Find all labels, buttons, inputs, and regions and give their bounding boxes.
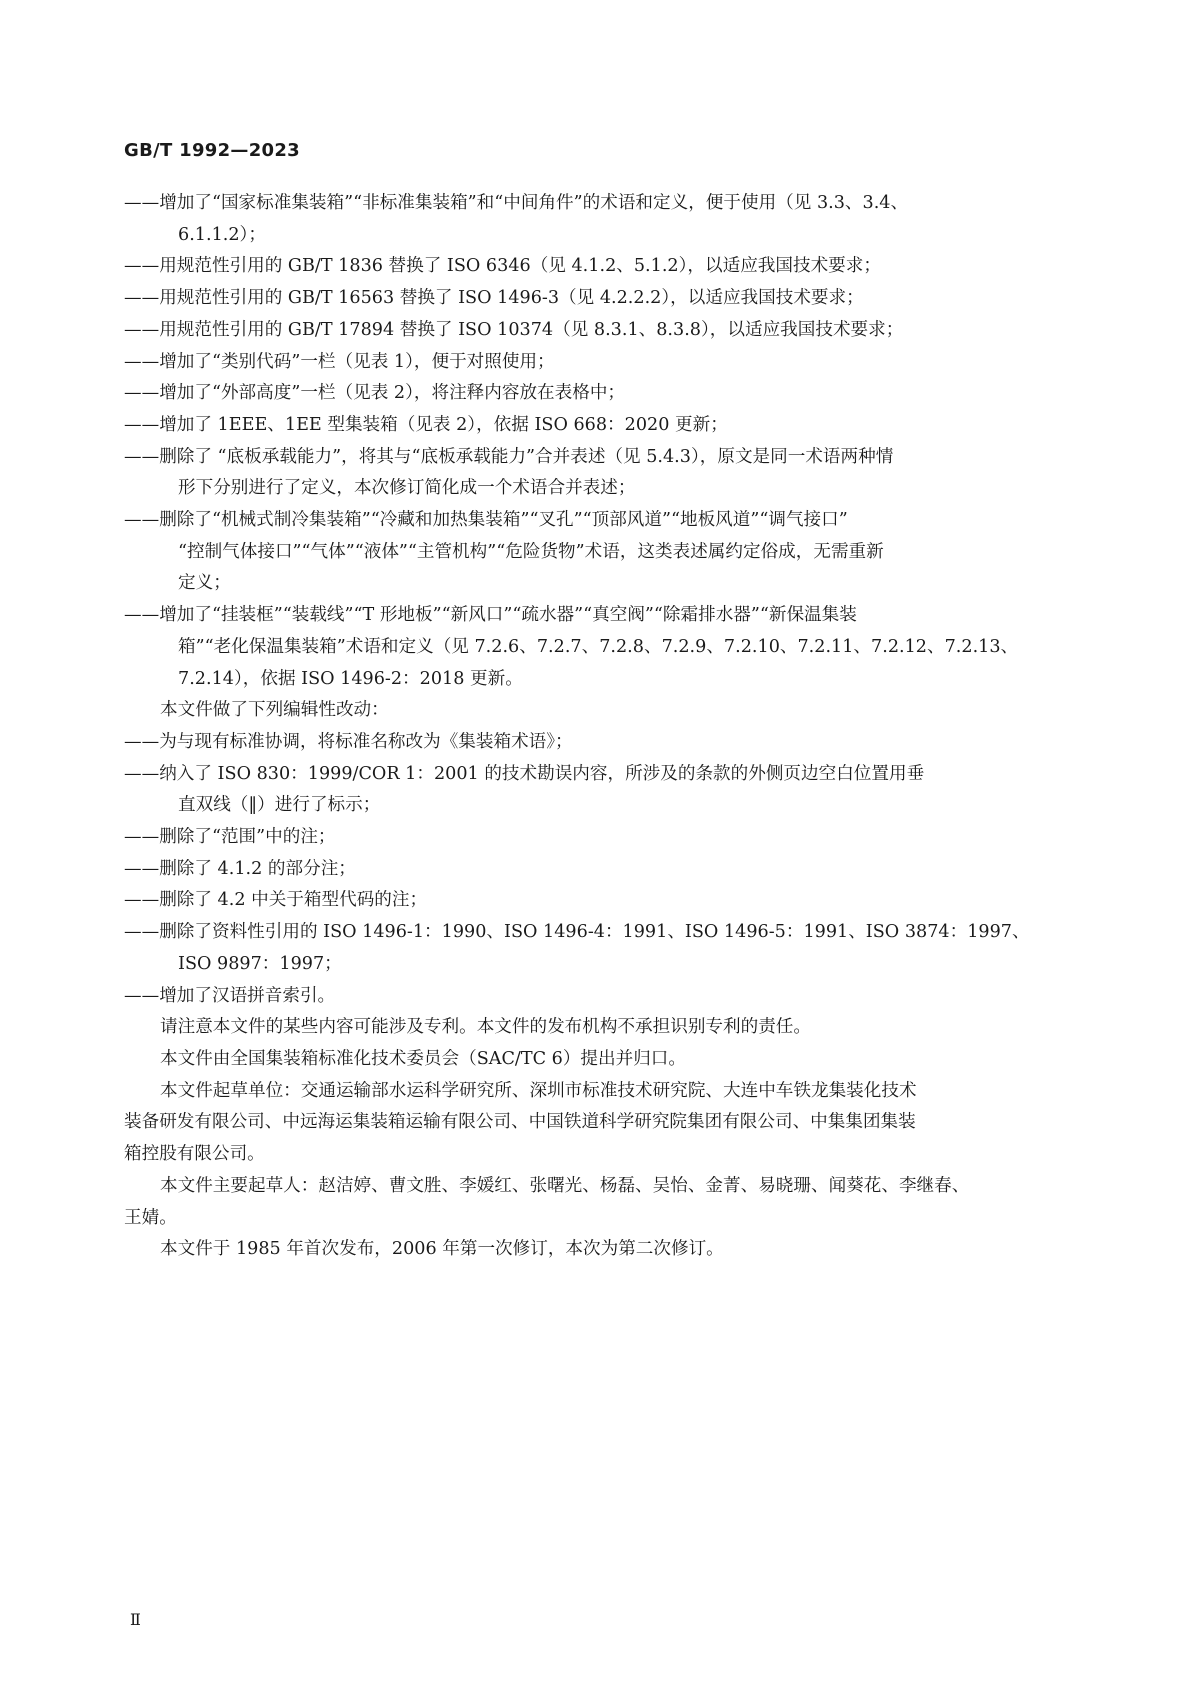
body-line: 定义； — [178, 573, 231, 594]
body-line: ——增加了“挂装框”“装载线”“T 形地板”“新风口”“疏水器”“真空阀”“除霜排水器”“新保温集装 — [124, 605, 857, 626]
body-line: 装备研发有限公司、中远海运集装箱运输有限公司、中国铁道科学研究院集团有限公司、中集集团集装 — [124, 1112, 916, 1133]
page-number: Ⅱ — [130, 1610, 141, 1629]
body-line: 本文件起草单位：交通运输部水运科学研究所、深圳市标准技术研究院、大连中车铁龙集装化技术 — [160, 1080, 917, 1101]
body-line: ——增加了“类别代码”一栏（见表 1），便于对照使用； — [124, 351, 555, 372]
body-line: 王婧。 — [124, 1207, 177, 1228]
body-line: ——增加了“国家标准集装箱”“非标准集装箱”和“中间角件”的术语和定义，便于使用（见 3.3、3.4、 — [124, 193, 909, 213]
body-line: 7.2.14），依据 ISO 1496-2：2018 更新。 — [178, 668, 523, 689]
body-line: “控制气体接口”“气体”“液体”“主管机构”“危险货物”术语，这类表述属约定俗成，无需重新 — [178, 541, 884, 562]
body-line: 请注意本文件的某些内容可能涉及专利。本文件的发布机构不承担识别专利的责任。 — [160, 1017, 811, 1038]
body-line: ——为与现有标准协调，将标准名称改为《集装箱术语》； — [124, 731, 573, 752]
standard-number: GB/T 1992—2023 — [124, 140, 301, 161]
body-line: ——删除了 4.2 中关于箱型代码的注； — [124, 890, 428, 911]
body-line: ——增加了 1EEE、1EE 型集装箱（见表 2），依据 ISO 668：2020 更新； — [124, 414, 728, 435]
body-line: ——删除了 4.1.2 的部分注； — [124, 858, 356, 879]
body-line: ——用规范性引用的 GB/T 1836 替换了 ISO 6346（见 4.1.2、5.1.2），以适应我国技术要求； — [124, 256, 881, 277]
body-line: 箱控股有限公司。 — [124, 1144, 265, 1165]
body-line: ——增加了汉语拼音索引。 — [124, 985, 336, 1006]
body-line: 本文件做了下列编辑性改动： — [160, 700, 389, 721]
body-line: 箱”“老化保温集装箱”术语和定义（见 7.2.6、7.2.7、7.2.8、7.2.9、7.2.10、7.2.11、7.2.12、7.2.13、 — [178, 636, 1019, 657]
document-body — [124, 188, 1069, 1266]
body-line: 本文件于 1985 年首次发布，2006 年第一次修订，本次为第二次修订。 — [160, 1239, 724, 1260]
body-line: ——删除了“范围”中的注； — [124, 827, 336, 848]
body-line: ——用规范性引用的 GB/T 17894 替换了 ISO 10374（见 8.3.1、8.3.8），以适应我国技术要求； — [124, 319, 904, 340]
body-line: 直双线（‖）进行了标示； — [178, 795, 381, 816]
body-line: 6.1.1.2）； — [178, 224, 266, 245]
body-line: 形下分别进行了定义，本次修订简化成一个术语合并表述； — [178, 478, 636, 499]
body-line: ——用规范性引用的 GB/T 16563 替换了 ISO 1496-3（见 4.2.2.2），以适应我国技术要求； — [124, 288, 864, 309]
body-line: ——删除了 “底板承载能力”，将其与“底板承载能力”合并表述（见 5.4.3），原文是同一术语两种情 — [124, 446, 894, 467]
body-line: ISO 9897：1997； — [178, 953, 342, 974]
body-line: ——增加了“外部高度”一栏（见表 2），将注释内容放在表格中； — [124, 383, 626, 404]
body-line: ——纳入了 ISO 830：1999/COR 1：2001 的技术勘误内容，所涉及的条款的外侧页边空白位置用垂 — [124, 763, 925, 784]
body-line: 本文件由全国集装箱标准化技术委员会（SAC/TC 6）提出并归口。 — [160, 1048, 686, 1069]
body-line: ——删除了资料性引用的 ISO 1496-1：1990、ISO 1496-4：1991、ISO 1496-5：1991、ISO 3874：1997、 — [124, 922, 1030, 943]
body-line: 本文件主要起草人：赵洁婷、曹文胜、李媛红、张曙光、杨磊、吴怡、金菁、易晓珊、闻葵花、李继春、 — [160, 1175, 970, 1196]
body-line: ——删除了“机械式制冷集装箱”“冷藏和加热集装箱”“叉孔”“顶部风道”“地板风道”“调气接口” — [124, 510, 848, 531]
